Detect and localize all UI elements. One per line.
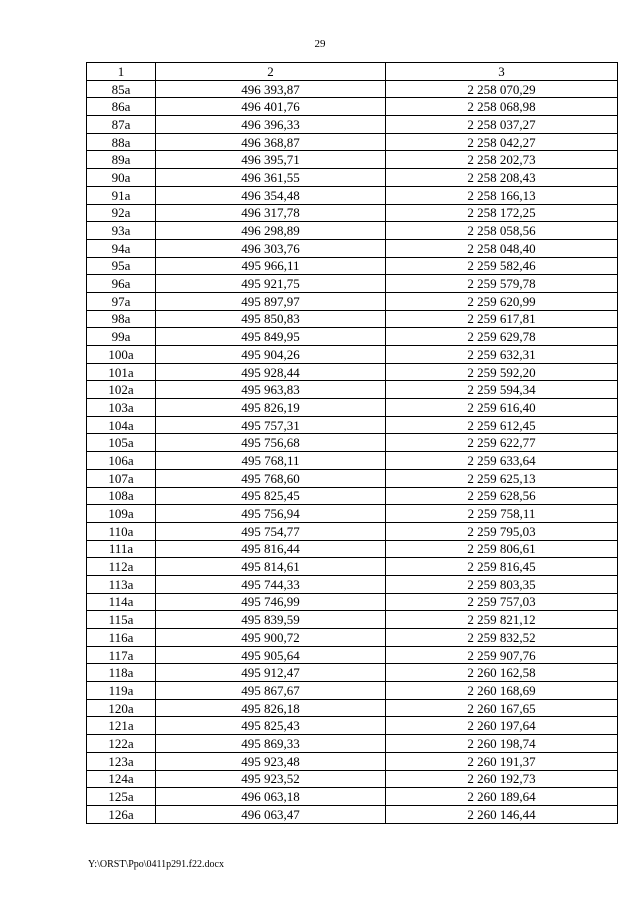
table-row [87,788,618,806]
table-row [87,540,618,558]
x-coordinate-cell: 495 900,72 [156,629,386,647]
point-number-cell: 104а [87,416,156,434]
table-row [87,186,618,204]
point-number-cell: 99а [87,328,156,346]
y-coordinate-cell: 2 259 907,76 [386,646,618,664]
y-coordinate-cell: 2 259 612,45 [386,416,618,434]
y-coordinate-cell: 2 259 806,61 [386,540,618,558]
header-col-1: 1 [87,63,156,81]
y-coordinate-cell: 2 258 058,56 [386,222,618,240]
point-number-cell: 85а [87,80,156,98]
x-coordinate-cell: 495 768,60 [156,469,386,487]
point-number-cell: 89а [87,151,156,169]
x-coordinate-cell: 495 744,33 [156,575,386,593]
table-row [87,646,618,664]
table-row [87,682,618,700]
coordinates-table [86,62,618,824]
table-row [87,116,618,134]
x-coordinate-cell: 495 826,18 [156,699,386,717]
table-row [87,328,618,346]
x-coordinate-cell: 495 768,11 [156,452,386,470]
y-coordinate-cell: 2 259 625,13 [386,469,618,487]
y-coordinate-cell: 2 259 582,46 [386,257,618,275]
x-coordinate-cell: 495 897,97 [156,292,386,310]
x-coordinate-cell: 496 395,71 [156,151,386,169]
point-number-cell: 90а [87,169,156,187]
x-coordinate-cell: 496 368,87 [156,133,386,151]
point-number-cell: 126а [87,805,156,823]
y-coordinate-cell: 2 259 633,64 [386,452,618,470]
point-number-cell: 94а [87,239,156,257]
table-row [87,735,618,753]
y-coordinate-cell: 2 260 198,74 [386,735,618,753]
x-coordinate-cell: 496 393,87 [156,80,386,98]
y-coordinate-cell: 2 260 197,64 [386,717,618,735]
point-number-cell: 112а [87,558,156,576]
y-coordinate-cell: 2 259 632,31 [386,346,618,364]
y-coordinate-cell: 2 258 208,43 [386,169,618,187]
table-row [87,292,618,310]
table-header-row [87,63,618,81]
y-coordinate-cell: 2 259 616,40 [386,399,618,417]
x-coordinate-cell: 496 063,18 [156,788,386,806]
x-coordinate-cell: 495 928,44 [156,363,386,381]
x-coordinate-cell: 495 756,68 [156,434,386,452]
point-number-cell: 103а [87,399,156,417]
point-number-cell: 91а [87,186,156,204]
x-coordinate-cell: 495 905,64 [156,646,386,664]
table-row [87,522,618,540]
table-row [87,98,618,116]
y-coordinate-cell: 2 259 832,52 [386,629,618,647]
table-row [87,434,618,452]
x-coordinate-cell: 495 850,83 [156,310,386,328]
y-coordinate-cell: 2 260 162,58 [386,664,618,682]
table-row [87,257,618,275]
y-coordinate-cell: 2 259 629,78 [386,328,618,346]
table-row [87,699,618,717]
x-coordinate-cell: 495 825,45 [156,487,386,505]
point-number-cell: 106а [87,452,156,470]
y-coordinate-cell: 2 260 189,64 [386,788,618,806]
y-coordinate-cell: 2 260 192,73 [386,770,618,788]
y-coordinate-cell: 2 259 579,78 [386,275,618,293]
y-coordinate-cell: 2 259 757,03 [386,593,618,611]
table-row [87,204,618,222]
table-row [87,664,618,682]
x-coordinate-cell: 495 757,31 [156,416,386,434]
point-number-cell: 105а [87,434,156,452]
footer-file-path: Y:\ORST\Ppo\0411p291.f22.docx [88,859,224,870]
table-row [87,416,618,434]
point-number-cell: 117а [87,646,156,664]
table-row [87,169,618,187]
point-number-cell: 123а [87,752,156,770]
y-coordinate-cell: 2 260 146,44 [386,805,618,823]
y-coordinate-cell: 2 259 594,34 [386,381,618,399]
table-row [87,717,618,735]
y-coordinate-cell: 2 259 816,45 [386,558,618,576]
x-coordinate-cell: 495 849,95 [156,328,386,346]
x-coordinate-cell: 496 396,33 [156,116,386,134]
table-row [87,346,618,364]
y-coordinate-cell: 2 259 617,81 [386,310,618,328]
header-col-3: 3 [386,63,618,81]
x-coordinate-cell: 495 921,75 [156,275,386,293]
point-number-cell: 120а [87,699,156,717]
y-coordinate-cell: 2 258 070,29 [386,80,618,98]
table-row [87,487,618,505]
y-coordinate-cell: 2 259 795,03 [386,522,618,540]
table-row [87,239,618,257]
point-number-cell: 115а [87,611,156,629]
point-number-cell: 118а [87,664,156,682]
point-number-cell: 110а [87,522,156,540]
point-number-cell: 124а [87,770,156,788]
table-header [87,63,618,81]
y-coordinate-cell: 2 258 172,25 [386,204,618,222]
y-coordinate-cell: 2 260 191,37 [386,752,618,770]
y-coordinate-cell: 2 258 166,13 [386,186,618,204]
point-number-cell: 119а [87,682,156,700]
table-row [87,363,618,381]
table-row [87,133,618,151]
y-coordinate-cell: 2 258 202,73 [386,151,618,169]
header-col-2: 2 [156,63,386,81]
x-coordinate-cell: 495 923,48 [156,752,386,770]
point-number-cell: 108а [87,487,156,505]
page-number: 29 [314,38,326,50]
table-row [87,399,618,417]
table-row [87,593,618,611]
table-row [87,310,618,328]
point-number-cell: 95а [87,257,156,275]
point-number-cell: 121а [87,717,156,735]
x-coordinate-cell: 496 354,48 [156,186,386,204]
x-coordinate-cell: 495 966,11 [156,257,386,275]
y-coordinate-cell: 2 259 803,35 [386,575,618,593]
x-coordinate-cell: 495 869,33 [156,735,386,753]
point-number-cell: 100а [87,346,156,364]
point-number-cell: 88а [87,133,156,151]
x-coordinate-cell: 495 867,67 [156,682,386,700]
x-coordinate-cell: 495 963,83 [156,381,386,399]
x-coordinate-cell: 495 816,44 [156,540,386,558]
point-number-cell: 101а [87,363,156,381]
point-number-cell: 125а [87,788,156,806]
y-coordinate-cell: 2 258 048,40 [386,239,618,257]
x-coordinate-cell: 495 912,47 [156,664,386,682]
table-row [87,611,618,629]
x-coordinate-cell: 495 904,26 [156,346,386,364]
table-row [87,275,618,293]
table-row [87,805,618,823]
point-number-cell: 111а [87,540,156,558]
y-coordinate-cell: 2 260 167,65 [386,699,618,717]
y-coordinate-cell: 2 258 042,27 [386,133,618,151]
point-number-cell: 107а [87,469,156,487]
table-row [87,629,618,647]
point-number-cell: 93а [87,222,156,240]
y-coordinate-cell: 2 259 821,12 [386,611,618,629]
y-coordinate-cell: 2 259 622,77 [386,434,618,452]
y-coordinate-cell: 2 260 168,69 [386,682,618,700]
table-body [87,80,618,823]
point-number-cell: 109а [87,505,156,523]
point-number-cell: 87а [87,116,156,134]
y-coordinate-cell: 2 259 592,20 [386,363,618,381]
point-number-cell: 102а [87,381,156,399]
x-coordinate-cell: 496 317,78 [156,204,386,222]
y-coordinate-cell: 2 259 758,11 [386,505,618,523]
y-coordinate-cell: 2 259 628,56 [386,487,618,505]
point-number-cell: 96а [87,275,156,293]
x-coordinate-cell: 496 298,89 [156,222,386,240]
table-row [87,80,618,98]
y-coordinate-cell: 2 258 037,27 [386,116,618,134]
x-coordinate-cell: 496 401,76 [156,98,386,116]
table-row [87,575,618,593]
table-row [87,505,618,523]
table-row [87,151,618,169]
point-number-cell: 122а [87,735,156,753]
table-row [87,558,618,576]
x-coordinate-cell: 495 923,52 [156,770,386,788]
point-number-cell: 98а [87,310,156,328]
y-coordinate-cell: 2 258 068,98 [386,98,618,116]
point-number-cell: 86а [87,98,156,116]
x-coordinate-cell: 495 746,99 [156,593,386,611]
point-number-cell: 114а [87,593,156,611]
x-coordinate-cell: 495 814,61 [156,558,386,576]
table-row [87,469,618,487]
x-coordinate-cell: 496 303,76 [156,239,386,257]
x-coordinate-cell: 495 826,19 [156,399,386,417]
table-row [87,752,618,770]
x-coordinate-cell: 495 839,59 [156,611,386,629]
x-coordinate-cell: 496 063,47 [156,805,386,823]
x-coordinate-cell: 495 754,77 [156,522,386,540]
point-number-cell: 92а [87,204,156,222]
table-row [87,381,618,399]
point-number-cell: 116а [87,629,156,647]
x-coordinate-cell: 495 756,94 [156,505,386,523]
x-coordinate-cell: 495 825,43 [156,717,386,735]
y-coordinate-cell: 2 259 620,99 [386,292,618,310]
table-row [87,770,618,788]
point-number-cell: 113а [87,575,156,593]
table-row [87,222,618,240]
x-coordinate-cell: 496 361,55 [156,169,386,187]
table-row [87,452,618,470]
point-number-cell: 97а [87,292,156,310]
